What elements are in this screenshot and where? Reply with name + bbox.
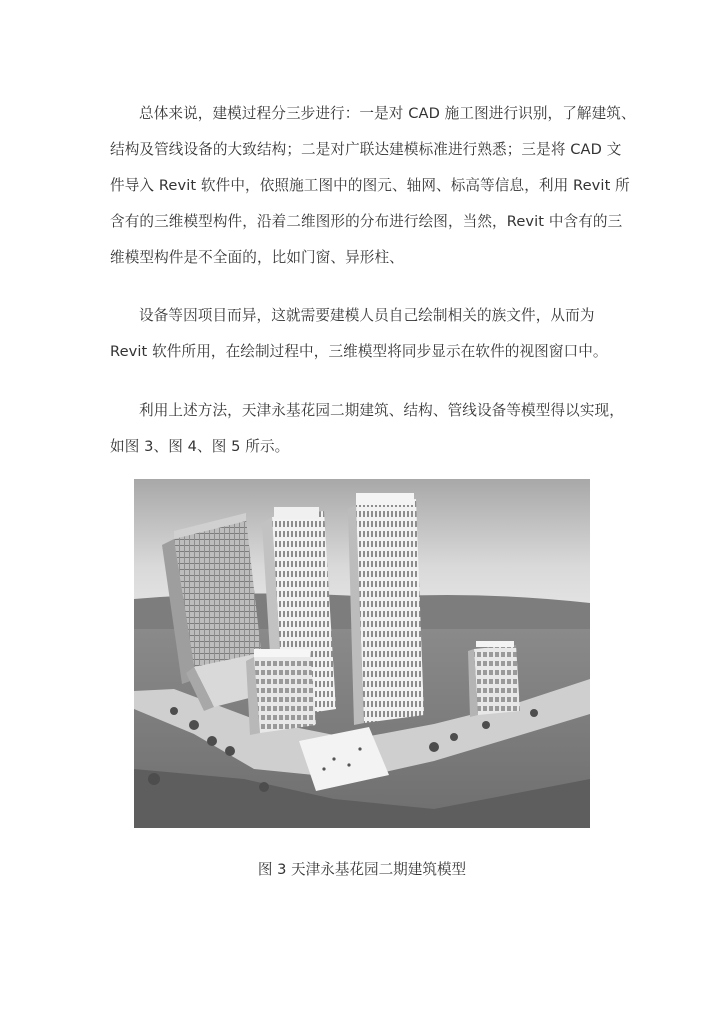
paragraph-2	[110, 298, 618, 370]
paragraph-3-line-2: 如图 3、图 4、图 5 所示。	[110, 438, 290, 455]
paragraph-3-line-1: 利用上述方法，天津永基花园二期建筑、结构、管线设备等模型得以实现，	[139, 402, 624, 419]
building-model-figure	[134, 479, 590, 828]
paragraph-1-line-3: 件导入 Revit 软件中，依照施工图中的图元、轴网、标高等信息，利用 Revit 所	[110, 177, 630, 194]
paragraph-1-line-2: 结构及管线设备的大致结构；二是对广联达建模标准进行熟悉；三是将 CAD 文	[110, 141, 622, 158]
paragraph-1-line-1: 总体来说，建模过程分三步进行：一是对 CAD 施工图进行识别，了解建筑、	[139, 105, 636, 122]
paragraph-2-line-2: Revit 软件所用，在绘制过程中，三维模型将同步显示在软件的视图窗口中。	[110, 343, 608, 360]
building-model-icon	[134, 479, 590, 828]
paragraph-1	[110, 96, 636, 276]
paragraph-1-line-4: 含有的三维模型构件，沿着二维图形的分布进行绘图，当然，Revit 中含有的三	[110, 213, 623, 230]
paragraph-2-line-1: 设备等因项目而异，这就需要建模人员自己绘制相关的族文件，从而为	[139, 307, 595, 324]
figure-caption: 图 3 天津永基花园二期建筑模型	[257, 861, 467, 878]
paragraph-1-line-5: 维模型构件是不全面的，比如门窗、异形柱、	[110, 249, 404, 266]
paragraph-3	[110, 393, 624, 465]
